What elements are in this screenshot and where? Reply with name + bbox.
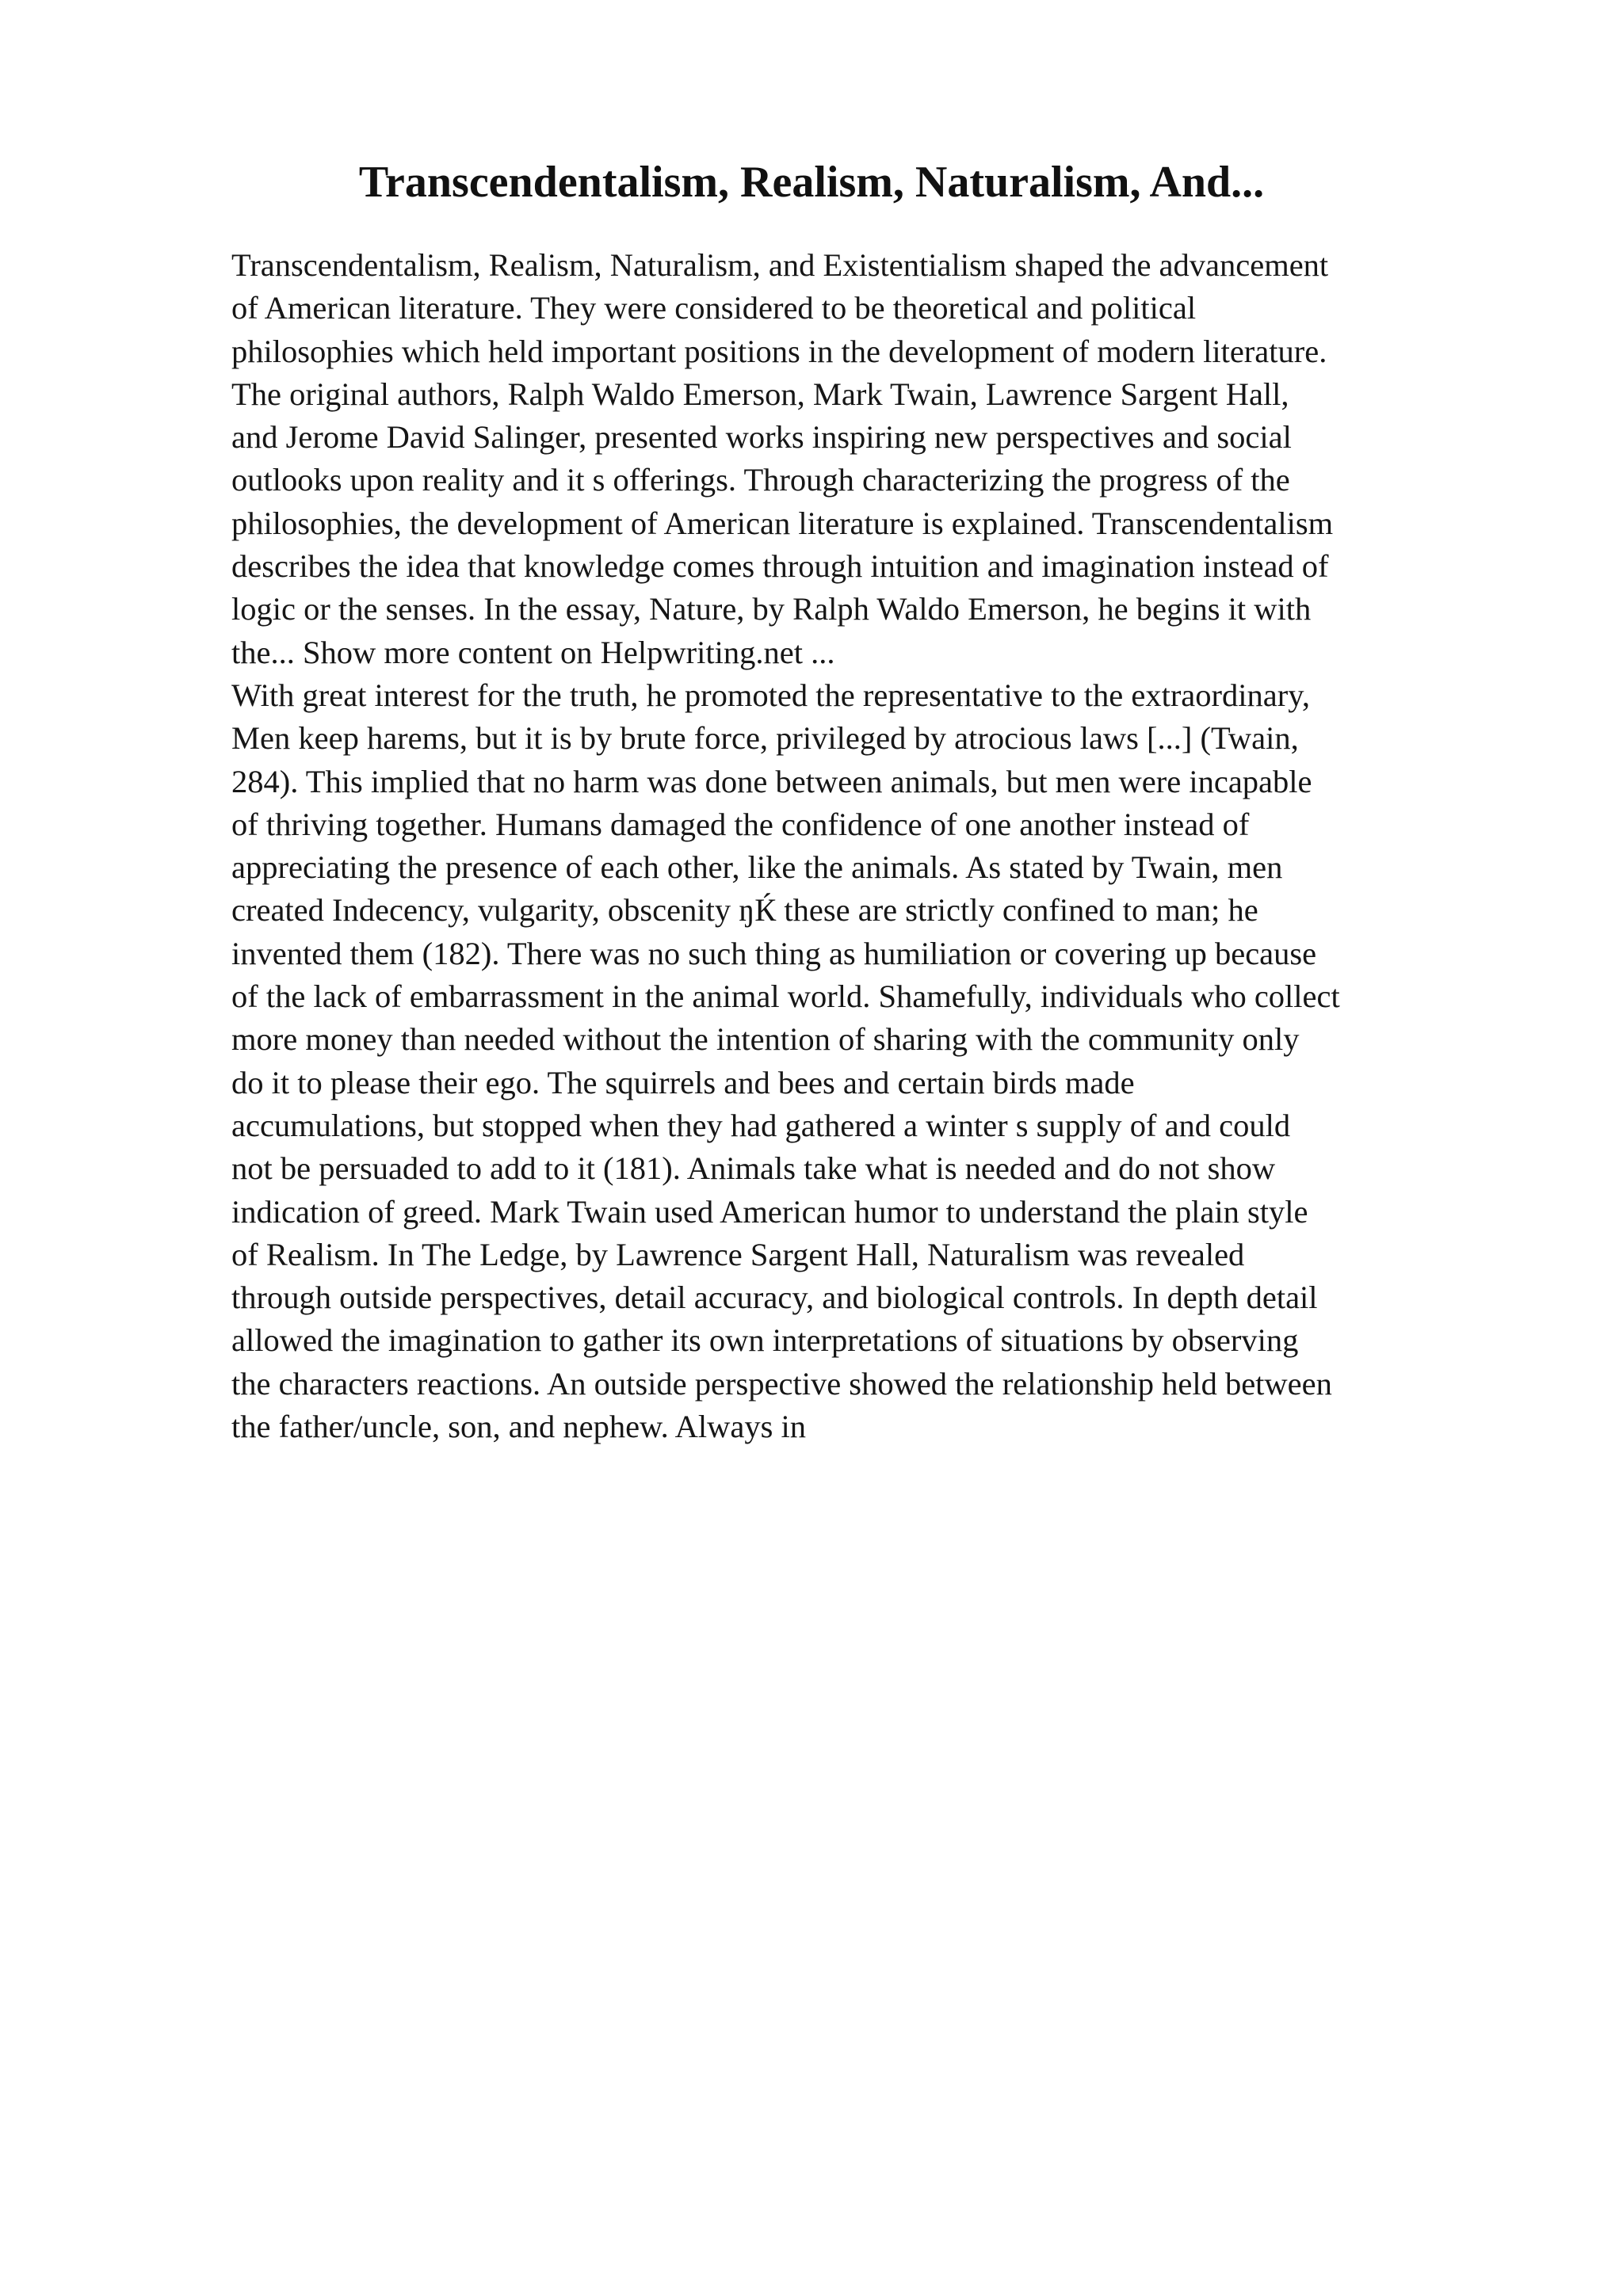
body-line: 284). This implied that no harm was done between animals, but men were incapable xyxy=(231,763,1312,799)
body-line: Men keep harems, but it is by brute force, privileged by atrocious laws [...] (Twain, xyxy=(231,720,1299,757)
body-line: indication of greed. Mark Twain used American humor to understand the plain style xyxy=(231,1193,1308,1230)
body-line: the... Show more content on Helpwriting.net ... xyxy=(231,634,835,670)
body-line: Transcendentalism, Realism, Naturalism, and Existentialism shaped the advancement xyxy=(231,247,1329,283)
body-line: of Realism. In The Ledge, by Lawrence Sargent Hall, Naturalism was revealed xyxy=(231,1236,1245,1272)
body-line: The original authors, Ralph Waldo Emerson, Mark Twain, Lawrence Sargent Hall, xyxy=(231,376,1289,412)
body-line: accumulations, but stopped when they had gathered a winter s supply of and could xyxy=(231,1107,1291,1143)
body-line: through outside perspectives, detail accuracy, and biological controls. In depth detail xyxy=(231,1280,1318,1316)
body-line: invented them (182). There was no such thing as humiliation or covering up because xyxy=(231,935,1317,971)
body-line: outlooks upon reality and it s offerings. Through characterizing the progress of the xyxy=(231,462,1290,498)
body-line: describes the idea that knowledge comes through intuition and imagination instead of xyxy=(231,548,1329,585)
body-line: With great interest for the truth, he promoted the representative to the extraordinary, xyxy=(231,677,1310,713)
body-line: logic or the senses. In the essay, Nature, by Ralph Waldo Emerson, he begins it with xyxy=(231,591,1312,627)
body-line: allowed the imagination to gather its own interpretations of situations by observing xyxy=(231,1322,1299,1359)
body-line: more money than needed without the intention of sharing with the community only xyxy=(231,1021,1300,1058)
body-line: of American literature. They were considered to be theoretical and political xyxy=(231,290,1197,326)
body-line: the father/uncle, son, and nephew. Always in xyxy=(231,1409,807,1445)
body-line: and Jerome David Salinger, presented works inspiring new perspectives and social xyxy=(231,419,1292,456)
body-line: philosophies which held important positions in the development of modern literature. xyxy=(231,333,1327,369)
document-body xyxy=(231,244,1519,1448)
document-title: Transcendentalism, Realism, Naturalism, And... xyxy=(358,158,1265,207)
body-line: created Indecency, vulgarity, obscenity ŋЌ these are strictly confined to man; he xyxy=(231,892,1258,929)
body-line: not be persuaded to add to it (181). Animals take what is needed and do not show xyxy=(231,1150,1276,1187)
body-line: do it to please their ego. The squirrels and bees and certain birds made xyxy=(231,1064,1135,1100)
body-line: appreciating the presence of each other, like the animals. As stated by Twain, men xyxy=(231,849,1283,886)
body-line: the characters reactions. An outside perspective showed the relationship held between xyxy=(231,1365,1332,1402)
body-line: of thriving together. Humans damaged the confidence of one another instead of xyxy=(231,806,1250,842)
body-line: philosophies, the development of American literature is explained. Transcendentalism xyxy=(231,505,1334,541)
body-line: of the lack of embarrassment in the animal world. Shamefully, individuals who collect xyxy=(231,978,1340,1015)
